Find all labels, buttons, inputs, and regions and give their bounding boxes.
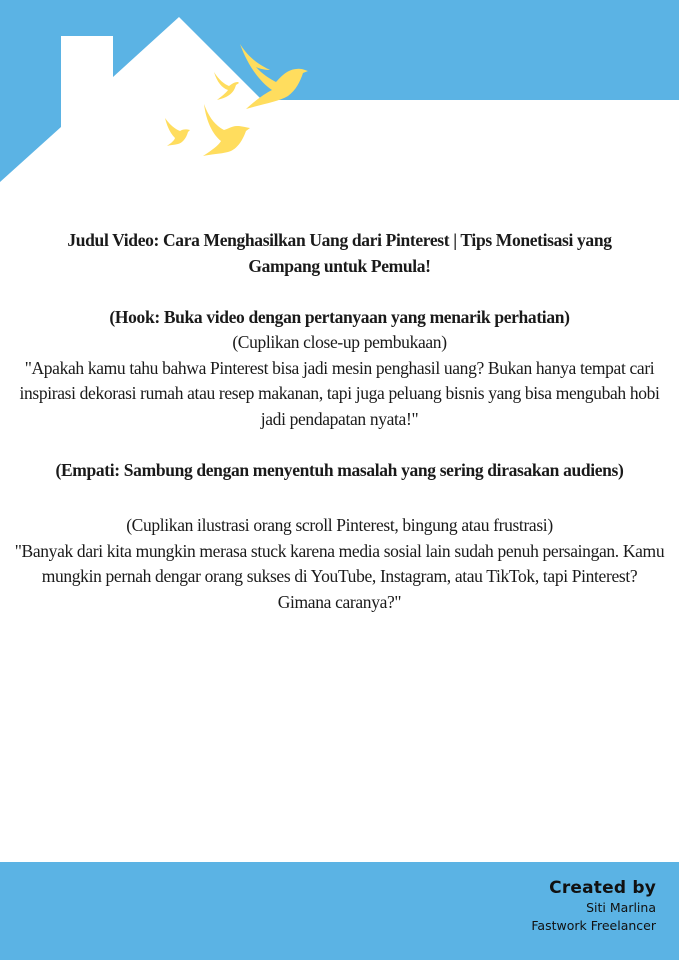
hook-scene-note: (Cuplikan close-up pembukaan) bbox=[232, 332, 447, 352]
empathy-scene-note: (Cuplikan ilustrasi orang scroll Pinterest, bingung atau frustrasi) bbox=[126, 515, 553, 535]
hook-heading: (Hook: Buka video dengan pertanyaan yang menarik perhatian) bbox=[109, 306, 570, 327]
author-name: Siti Marlina bbox=[586, 900, 656, 915]
empathy-quote: "Banyak dari kita mungkin merasa stuck karena media sosial lain sudah penuh persaingan. Kamu mungkin pernah dengar orang sukses di YouTube, Instagram, atau TikTok, tapi Pinterest? Gimana caranya?" bbox=[14, 540, 665, 612]
header-illustration bbox=[0, 0, 679, 200]
house-roof-icon bbox=[0, 0, 679, 182]
author-role: Fastwork Freelancer bbox=[531, 917, 656, 933]
footer-band bbox=[0, 862, 679, 960]
credits bbox=[531, 877, 656, 934]
created-by-label: Created by bbox=[549, 878, 656, 898]
hook-quote: "Apakah kamu tahu bahwa Pinterest bisa jadi mesin penghasil uang? Bukan hanya tempat cari inspirasi dekorasi rumah atau resep makanan, tapi juga peluang bisnis yang bisa mengubah hobi jadi pendapatan nyata!" bbox=[19, 357, 660, 429]
video-title: Judul Video: Cara Menghasilkan Uang dari Pinterest | Tips Monetisasi yang Gampang untuk Pemula! bbox=[67, 230, 612, 276]
empathy-heading: (Empati: Sambung dengan menyentuh masalah yang sering dirasakan audiens) bbox=[55, 459, 624, 480]
script-document bbox=[0, 228, 679, 615]
